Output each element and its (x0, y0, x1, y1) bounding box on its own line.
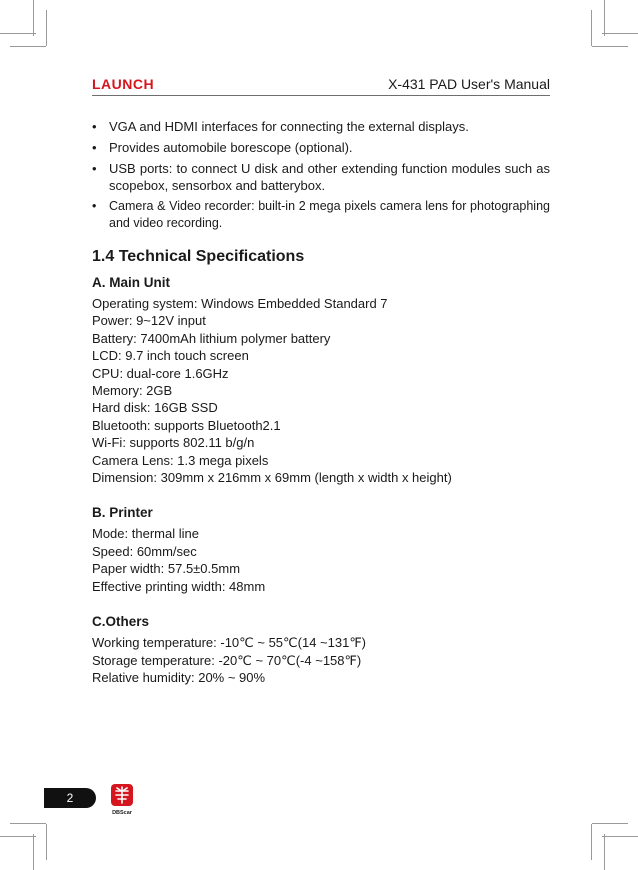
crop-mark (33, 0, 34, 36)
manual-title: X-431 PAD User's Manual (388, 76, 550, 92)
page-number-badge: 2 (44, 788, 96, 808)
section-heading: 1.4 Technical Specifications (92, 248, 305, 265)
spec-item: Working temperature: -10℃ ~ 55℃(14 ~131℉) (92, 635, 367, 651)
spec-item: CPU: dual-core 1.6GHz (92, 365, 229, 381)
spec-item: Memory: 2GB (92, 383, 173, 399)
crop-mark (592, 823, 628, 824)
printer-block (92, 505, 550, 595)
crop-mark (46, 10, 47, 46)
brand-logo-text: LAUNCH (92, 76, 155, 92)
others-block (92, 614, 550, 686)
spec-item: Paper width: 57.5±0.5mm (92, 561, 241, 577)
crop-mark (33, 834, 34, 870)
page-content (92, 118, 550, 686)
list-item: • USB ports: to connect U disk and other extending function modules such as scopebox, sensorbox and batterybox. (92, 161, 550, 193)
dbscar-logo-icon (110, 784, 134, 816)
list-item: • Camera & Video recorder: built-in 2 mega pixels camera lens for photographing and video recording. (92, 199, 550, 230)
spec-item: Dimension: 309mm x 216mm x 69mm (length x width x height) (92, 470, 452, 486)
spec-item: LCD: 9.7 inch touch screen (92, 348, 249, 364)
spec-item: Wi-Fi: supports 802.11 b/g/n (92, 435, 255, 451)
crop-mark (604, 0, 605, 36)
crop-mark (591, 824, 592, 860)
header-divider (92, 95, 550, 96)
spec-item: Operating system: Windows Embedded Standard 7 (92, 296, 388, 311)
spec-item: Battery: 7400mAh lithium polymer battery (92, 330, 331, 346)
logo-caption: DBScar (112, 810, 132, 816)
spec-item: Bluetooth: supports Bluetooth2.1 (92, 417, 281, 433)
spec-item: Camera Lens: 1.3 mega pixels (92, 452, 269, 468)
crop-mark (591, 10, 592, 46)
main-unit-block (92, 275, 550, 486)
list-item-text: VGA and HDMI interfaces for connecting the external displays. (109, 119, 469, 134)
spec-item: Mode: thermal line (92, 526, 199, 542)
spec-item: Effective printing width: 48mm (92, 578, 266, 594)
crop-mark (10, 823, 46, 824)
spec-item: Power: 9~12V input (92, 313, 206, 329)
spec-item: Speed: 60mm/sec (92, 543, 197, 559)
crop-mark (46, 824, 47, 860)
crop-mark (0, 836, 36, 837)
feature-list (92, 118, 550, 232)
subsection-heading: A. Main Unit (92, 275, 170, 290)
spec-list (92, 634, 550, 686)
spec-item: Relative humidity: 20% ~ 90% (92, 669, 266, 685)
list-item-text: Camera & Video recorder: built-in 2 mega pixels camera lens for photographing and video recording. (109, 199, 550, 230)
crop-mark (592, 46, 628, 47)
crop-mark (10, 46, 46, 47)
spec-item: Hard disk: 16GB SSD (92, 400, 218, 416)
list-item-text: USB ports: to connect U disk and other extending function modules such as scopebox, sensorbox and batterybox. (109, 161, 550, 193)
crop-mark (602, 33, 638, 34)
spec-item: Storage temperature: -20℃ ~ 70℃(-4 ~158℉) (92, 652, 362, 668)
list-item: • Provides automobile borescope (optional). (92, 140, 353, 155)
subsection-heading: B. Printer (92, 505, 153, 521)
crop-mark (604, 834, 605, 870)
subsection-heading: C.Others (92, 614, 150, 630)
crop-mark (602, 836, 638, 837)
list-item: • VGA and HDMI interfaces for connecting the external displays. (92, 119, 469, 134)
spec-list (92, 295, 550, 486)
list-item-text: Provides automobile borescope (optional). (109, 140, 353, 155)
crop-mark (0, 33, 36, 34)
spec-list (92, 525, 550, 595)
